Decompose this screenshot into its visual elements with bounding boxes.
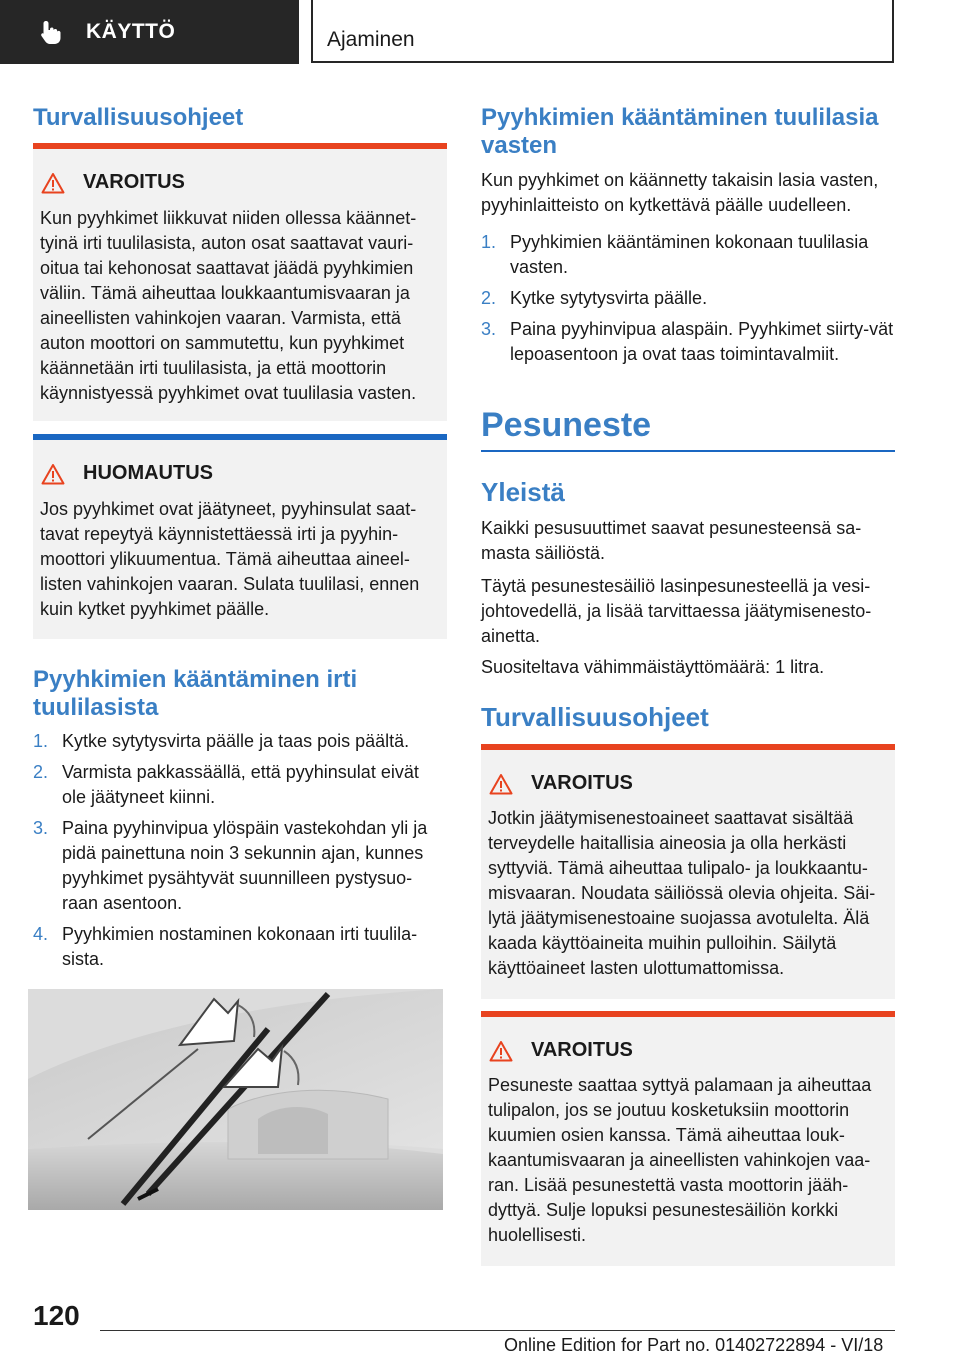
notice-text: Jos pyyhkimet ovat jäätyneet, pyyhinsulat saat-tavat repeytyä käynnistettäessä irti ja pyyhin-moottori ylikuumentua. Tämä aiheuttaa aineel-listen vahinkojen vaaran. Sulata tuulilasi, ennen kuin kytket pyyhkimet päälle. (40, 499, 420, 619)
warning-text: Pesuneste saattaa syttyä palamaan ja aiheuttaa tulipalon, jos se joutuu kosketuksiin moottorin kuumien osien kanssa. Tämä aiheuttaa louk-kaantumisvaaran ja aineellisten vahinkojen vaa-ran. Lisää pesunestettä vasta moottorin jääh-dyttyä. Sulje lopuksi pesunestesäiliön korkki huolellisesti. (488, 1075, 872, 1245)
hand-pointer-icon (38, 19, 64, 45)
warning-triangle-icon (41, 172, 65, 194)
warning-box-right-1 (481, 744, 895, 999)
general-paragraph-1: Kaikki pesusuuttimet saavat pesunesteensä sa-masta säiliöstä. (481, 518, 862, 563)
notice-box (33, 434, 447, 639)
warning-text: Kun pyyhkimet liikkuvat niiden ollessa käännet-tyinä irti tuulilasista, auton osat saattavat vauri-oitua tai kehonosat saattavat jäädä pyyhkimien väliin. Tämä aiheuttaa loukkaantumisvaaran ja aineellisten vahinkojen vaaran. Varmista, että auton moottori on sammutettu, kun pyyhkimet käännetään irti tuulilasista, ja että moottorin käynnistyessä pyyhkimet ovat tuulilasia vasten. (40, 208, 417, 403)
list-item: 4. Pyyhkimien nostaminen kokonaan irti tuulila-sista. (33, 924, 418, 969)
notice-bar (33, 434, 447, 440)
warning-text: Jotkin jäätymisenestoaineet saattavat sisältää terveydelle haitallisia aineosia ja olla herkästi syttyviä. Tämä aiheuttaa tulipalo- ja loukkaantu-misvaaran. Noudata säiliössä olevia ohjeita. Säi-lytä jäätymisenestoaine suojassa avotulelta. Älä kaada käyttöaineita muihin pulloihin. Säilytä käyttöaineet lasten ulottumattomissa. (488, 808, 876, 978)
warning-triangle-icon (489, 1040, 513, 1062)
fold-back-heading: Pyyhkimien kääntäminen tuulilasia vasten (481, 104, 879, 159)
warning-title: VAROITUS (41, 171, 185, 194)
windshield-wiper-image (28, 989, 443, 1210)
fold-away-heading: Pyyhkimien kääntäminen irti tuulilasista (33, 666, 358, 721)
notice-title: HUOMAUTUS (41, 462, 213, 485)
wiper-illustration (28, 989, 443, 1210)
fold-away-steps (33, 729, 443, 978)
chapter-header (311, 0, 894, 63)
list-item: 1. Kytke sytytysvirta päälle ja taas pois päältä. (33, 731, 410, 751)
general-paragraph-3: Suositeltava vähimmäistäyttömäärä: 1 litra. (481, 657, 825, 677)
warning-bar (481, 744, 895, 750)
warning-triangle-icon (489, 773, 513, 795)
warning-triangle-icon (41, 463, 65, 485)
edition-note: Online Edition for Part no. 01402722894 - VI/18 (504, 1335, 884, 1355)
general-heading: Yleistä (481, 477, 565, 507)
section-tab[interactable] (0, 0, 299, 64)
general-paragraph-2: Täytä pesunestesäiliö lasinpesunesteellä ja vesi-johtovedellä, ja lisää tarvittaessa jäätymisenesto-ainetta. (481, 576, 872, 646)
section-tab-label: KÄYTTÖ (86, 20, 176, 43)
fold-back-steps (481, 230, 899, 373)
list-item: 3. Paina pyyhinvipua ylöspäin vastekohdan yli ja pidä painettuna noin 3 sekunnin ajan, kunnes pyyhkimet pysähtyvät suunnilleen pystysuo-raan asentoon. (33, 818, 428, 913)
warning-title: VAROITUS (489, 1039, 633, 1062)
safety-heading-left: Turvallisuusohjeet (33, 104, 244, 131)
washer-fluid-heading: Pesuneste (481, 406, 652, 444)
warning-bar (481, 1011, 895, 1017)
safety-heading-right: Turvallisuusohjeet (481, 702, 709, 732)
list-item: 3. Paina pyyhinvipua alaspäin. Pyyhkimet siirty-vät lepoasentoon ja ovat taas toimintavalmiit. (481, 319, 894, 364)
warning-box-right-2 (481, 1011, 895, 1266)
list-item: 1. Pyyhkimien kääntäminen kokonaan tuulilasia vasten. (481, 232, 869, 277)
chapter-title: Ajaminen (327, 28, 415, 51)
fold-back-intro: Kun pyyhkimet on käännetty takaisin lasia vasten, pyyhinlaitteisto on kytkettävä päälle uudelleen. (481, 170, 879, 215)
heading-rule (481, 450, 895, 452)
warning-title: VAROITUS (489, 772, 633, 795)
list-item: 2. Varmista pakkassäällä, että pyyhinsulat eivät ole jäätyneet kiinni. (33, 762, 419, 807)
warning-bar (33, 143, 447, 149)
page-number: 120 (33, 1300, 80, 1331)
warning-box-left (33, 143, 447, 421)
list-item: 2. Kytke sytytysvirta päälle. (481, 288, 708, 308)
footer-rule (100, 1330, 895, 1331)
